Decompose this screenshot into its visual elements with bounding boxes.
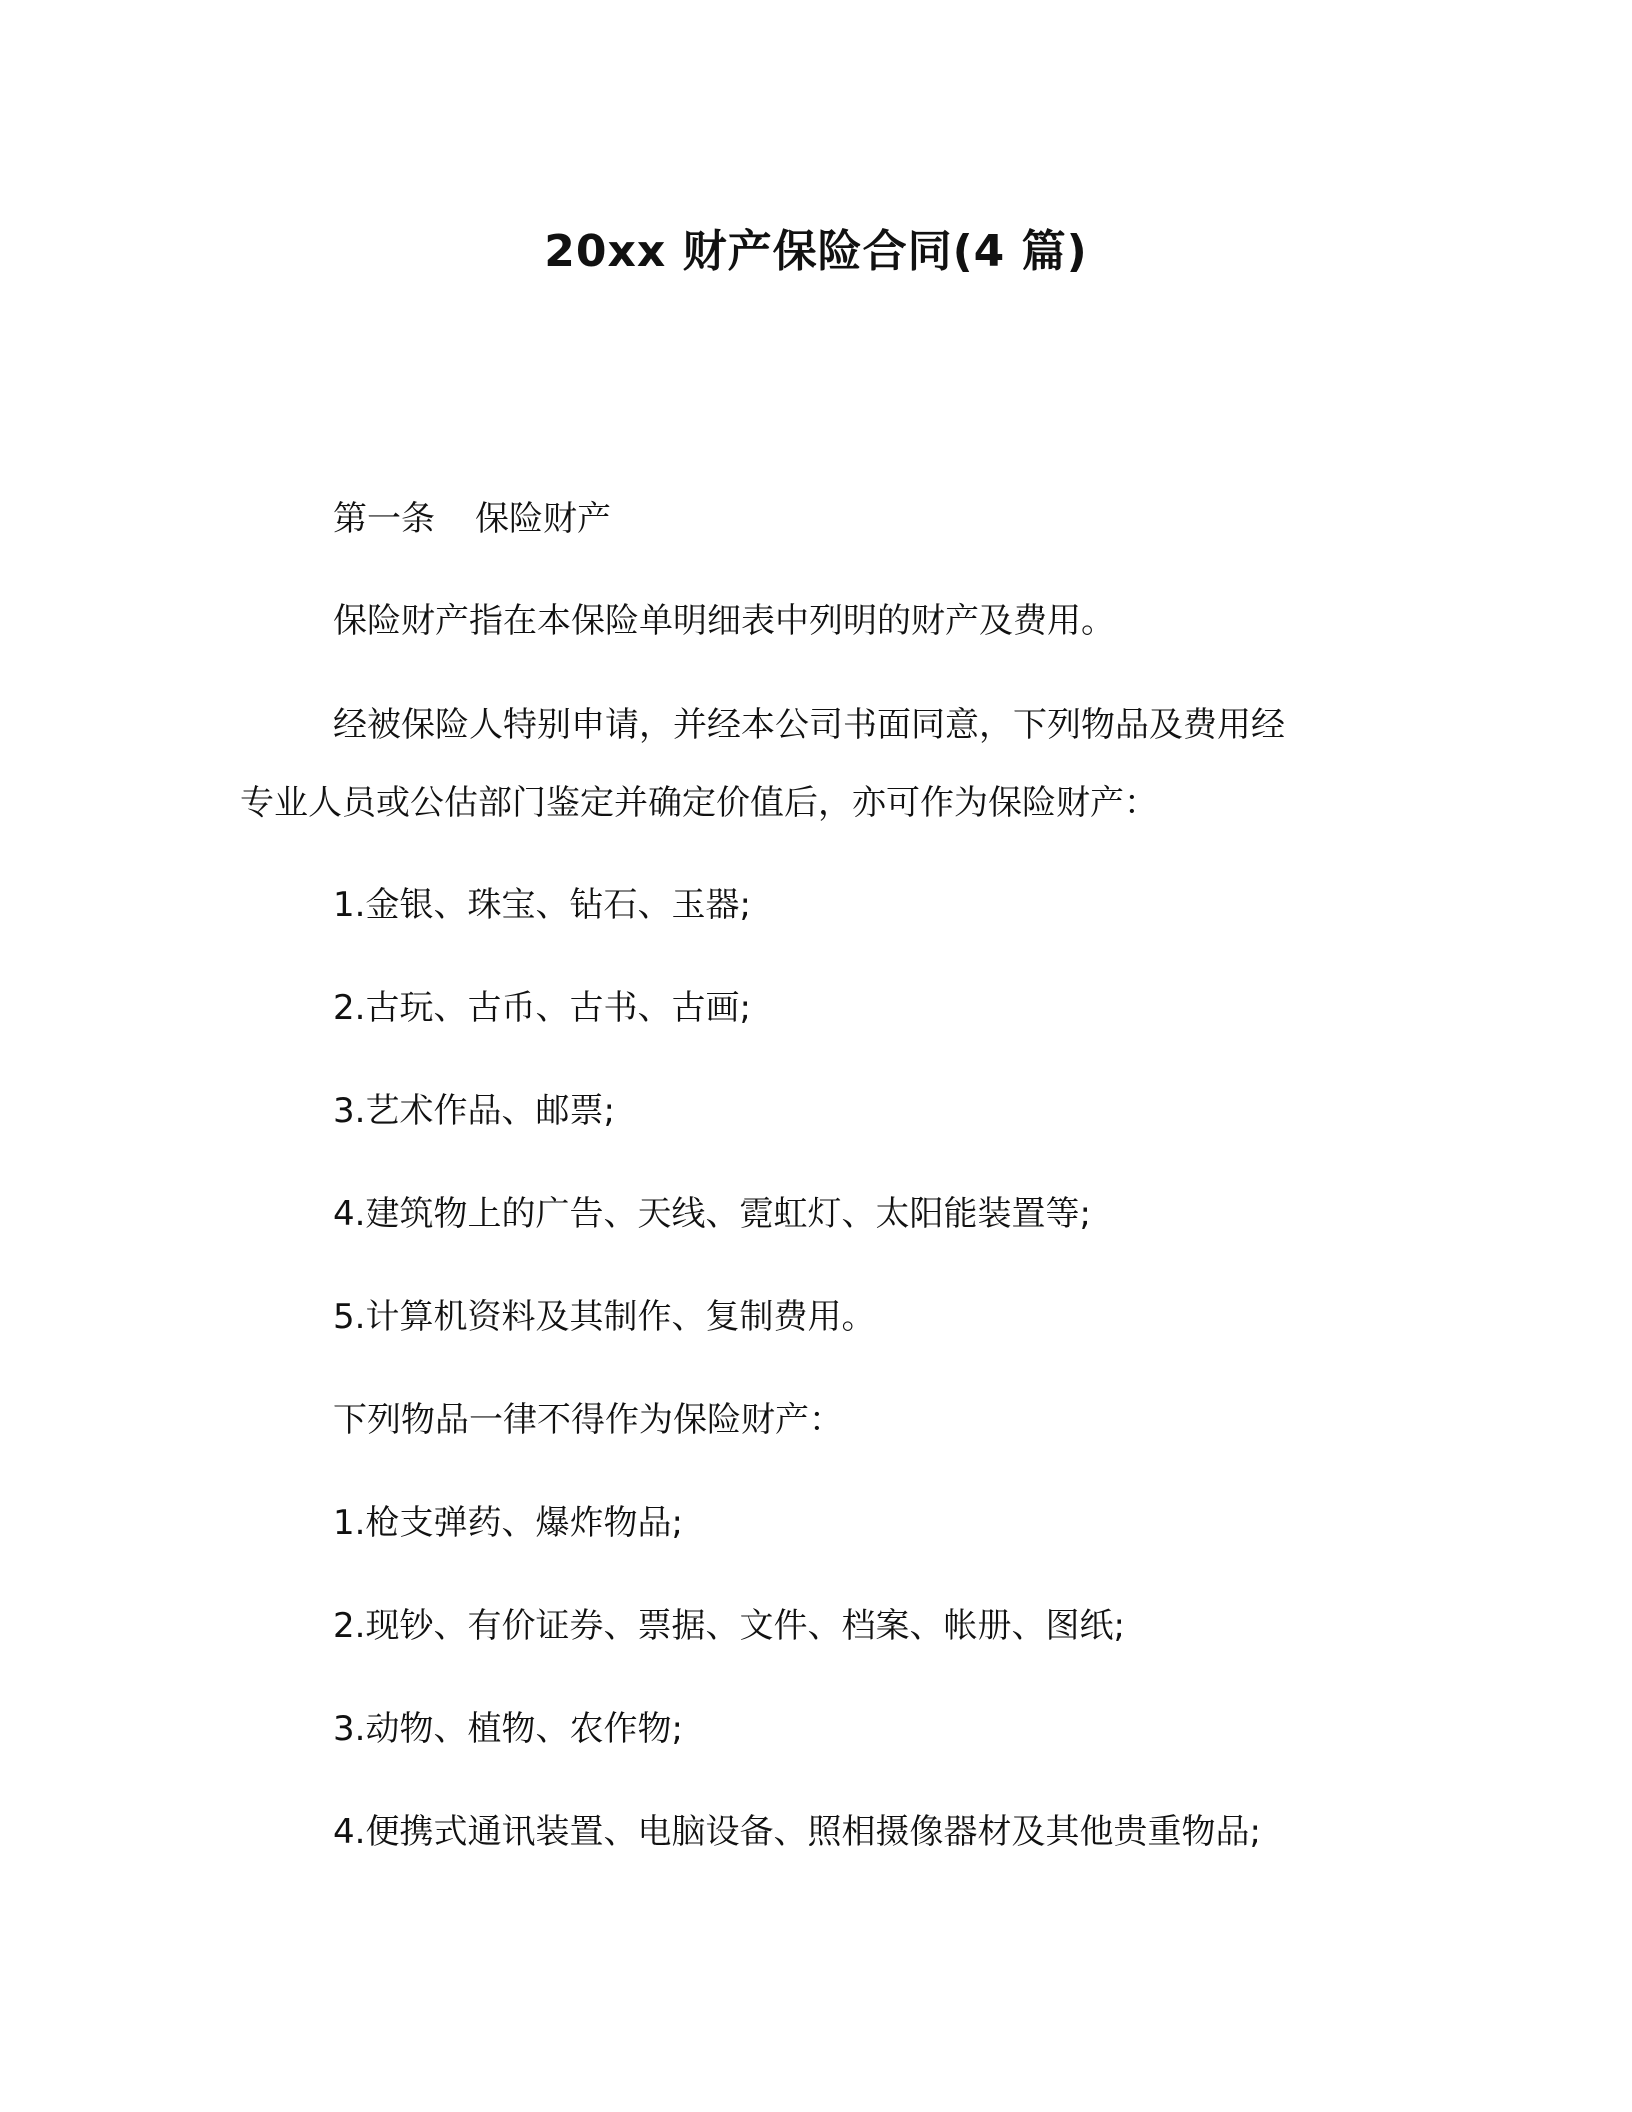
paragraph-special-line-2: 专业人员或公估部门鉴定并确定价值后，亦可作为保险财产： [240, 783, 1158, 823]
list-item-excluded-2: 2.现钞、有价证券、票据、文件、档案、帐册、图纸; [333, 1606, 1125, 1646]
list-item-special-4: 4.建筑物上的广告、天线、霓虹灯、太阳能装置等; [333, 1194, 1091, 1234]
paragraph-special-line-1: 经被保险人特别申请，并经本公司书面同意，下列物品及费用经 [333, 705, 1285, 745]
article-number: 第一条 [333, 499, 435, 539]
list-item-special-5: 5.计算机资料及其制作、复制费用。 [333, 1297, 876, 1337]
list-item-special-2: 2.古玩、古币、古书、古画; [333, 988, 751, 1028]
list-item-excluded-1: 1.枪支弹药、爆炸物品; [333, 1503, 683, 1543]
list-item-excluded-3: 3.动物、植物、农作物; [333, 1709, 683, 1749]
list-item-special-1: 1.金银、珠宝、钻石、玉器; [333, 885, 751, 925]
paragraph-excluded-intro: 下列物品一律不得作为保险财产： [333, 1400, 843, 1440]
paragraph-definition: 保险财产指在本保险单明细表中列明的财产及费用。 [333, 601, 1115, 641]
article-heading [333, 494, 611, 544]
list-item-special-3: 3.艺术作品、邮票; [333, 1091, 615, 1131]
document-title: 20xx 财产保险合同(4 篇) [544, 226, 1088, 277]
article-title: 保险财产 [475, 499, 611, 539]
list-item-excluded-4: 4.便携式通讯装置、电脑设备、照相摄像器材及其他贵重物品; [333, 1812, 1261, 1852]
